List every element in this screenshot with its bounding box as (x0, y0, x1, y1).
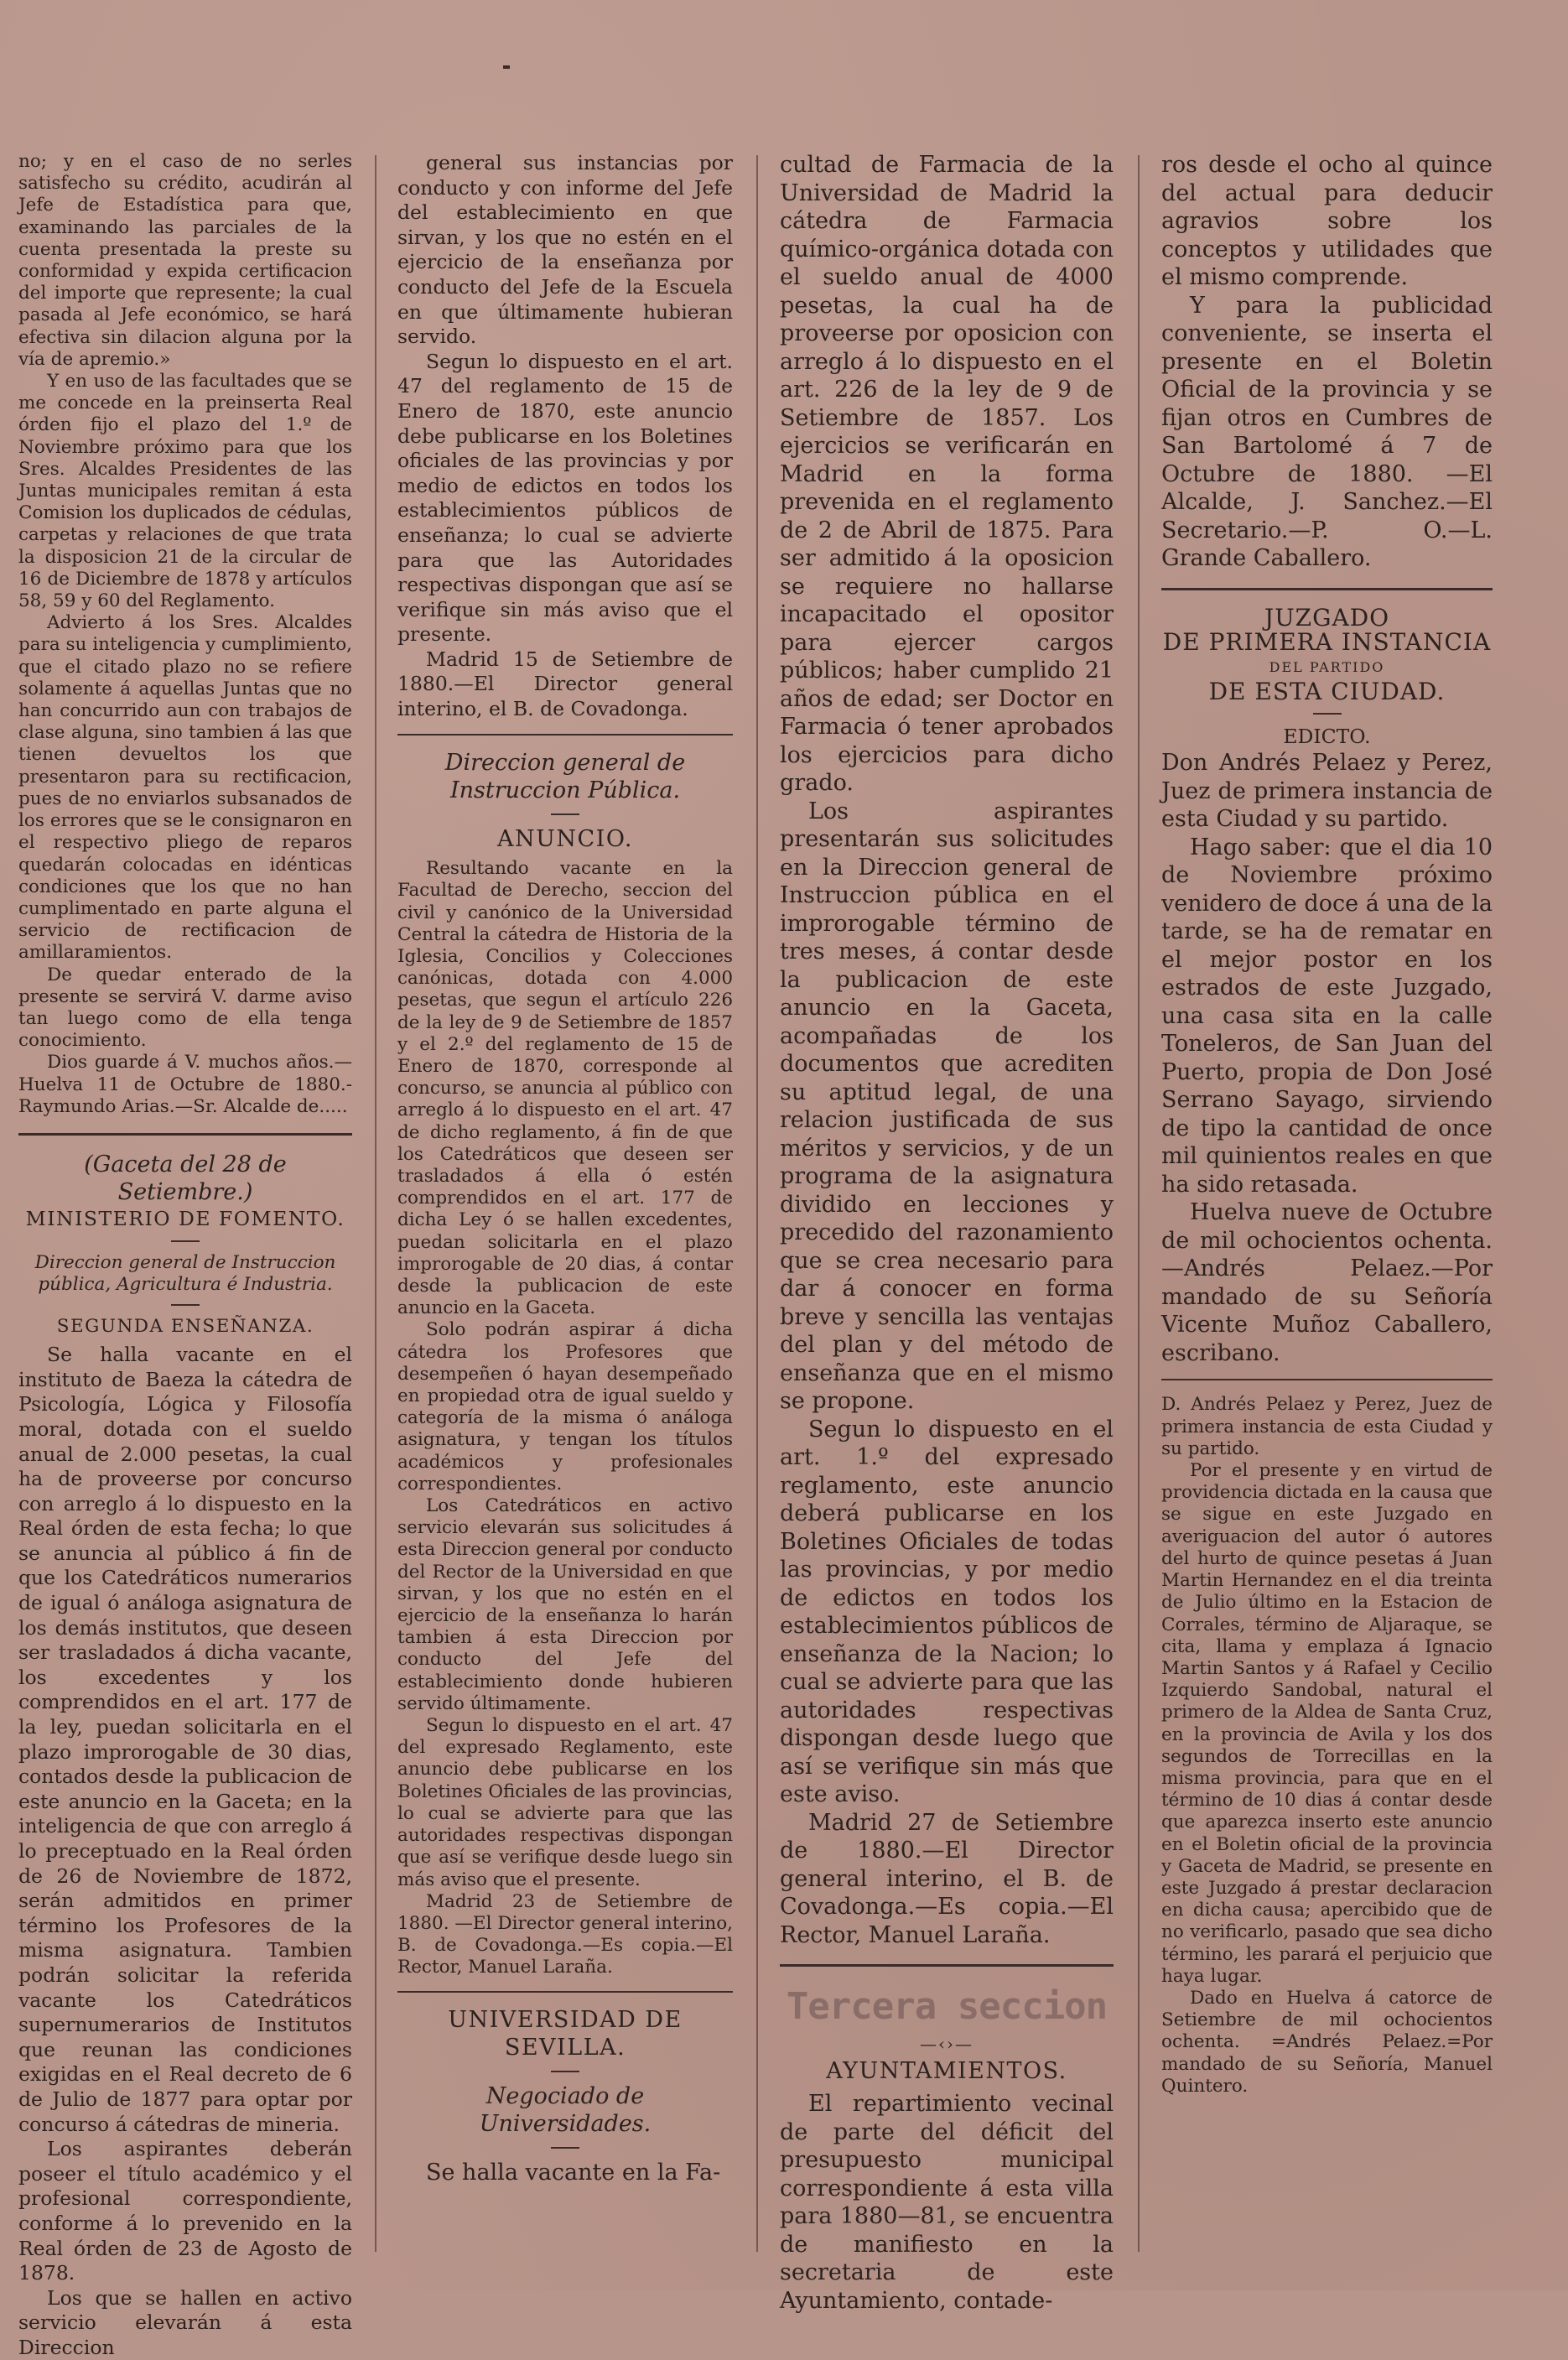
paragraph: general sus instancias por conducto y con informe del Jefe del establecimiento en que sirvan, y los que no estén en el ejercicio de la enseñanza por conducto del Jefe de la Escuela en que últimamente hubieran servido. (397, 151, 733, 349)
paragraph: Hago saber: que el dia 10 de Noviembre próximo venidero de doce á una de la tarde, se ha de rematar en el mejor postor en los estrados de este Juzgado, una casa sita en la calle Toneleros, de San Juan del Puerto, propia de Don José Serrano Sayago, sirviendo de tipo la cantidad de once mil quinientos reales en que ha sido retasada. (1161, 834, 1493, 1198)
paragraph: Segun lo dispuesto en el art. 47 del expresado Reglamento, este anuncio debe publicarse en los Boletines Oficiales de las provincias, lo cual se advierte para que las autoridades respectivas dispongan que así se verifique desde luego sin más aviso que el presente. (397, 1715, 733, 1890)
paragraph: Dios guarde á V. muchos años.—Huelva 11 de Octubre de 1880.-Raymundo Arias.—Sr. Alcalde de..... (18, 1052, 352, 1117)
section-rule (397, 734, 733, 736)
print-mark (503, 65, 510, 69)
notice-heading: ANUNCIO. (497, 825, 633, 852)
section-rule (780, 1964, 1114, 1967)
divider (551, 2071, 579, 2072)
edict-heading: EDICTO. (1283, 724, 1371, 748)
divider (551, 814, 579, 815)
directorate-heading: Direccion general de Instruccion pública, Agricultura é Industria. (34, 1251, 336, 1295)
paragraph: cultad de Farmacia de la Universidad de Madrid la cátedra de Farmacia químico-orgánica dotada con el sueldo anual de 4000 pesetas, la cual ha de proveerse por oposicion con arreglo á lo dispuesto en el art. 226 de la ley de 9 de Setiembre de 1857. Los ejercicios se verificarán en Madrid en la forma prevenida en el reglamento de 2 de Abril de 1875. Para ser admitido á la oposicion se requiere no hallarse incapacitado el opositor para ejercer cargos públicos; haber cumplido 21 años de edad; ser Doctor en Farmacia ó tener aprobados los ejercicios para dicho grado. (780, 152, 1114, 796)
column-rule (375, 155, 376, 2252)
section-banner: Tercera seccion (786, 1985, 1108, 2028)
gazette-heading: (Gaceta del 28 de Setiembre.) (84, 1151, 287, 1206)
court-subheading: DE PRIMERA INSTANCIA (1162, 628, 1492, 657)
divider (1313, 713, 1342, 715)
paragraph: Se halla vacante en la Fa- (426, 2159, 721, 2186)
paragraph: D. Andrés Pelaez y Perez, Juez de primera instancia de esta Ciudad y su partido. (1161, 1394, 1493, 1459)
paragraph: Advierto á los Sres. Alcaldes para su inteligencia y cumplimiento, que el citado plazo no se refiere solamente á aquellas Juntas que no han concurrido aun con trabajos de clase alguna, sino tambien á las que tienen devueltos los que presentaron para su rectificacion, pues de no enviarlos subsanados de los errores que se le consignaron en el respectivo pliego de reparos quedarán colocadas en idénticas condiciones que los que no han cumplimentado en parte alguna el servicio de rectificacion de amillaramientos. (18, 612, 352, 964)
court-city: DE ESTA CIUDAD. (1208, 678, 1446, 706)
court-heading: JUZGADO (1264, 603, 1390, 632)
directorate-heading: Direccion general de Instruccion Pública. (444, 749, 686, 804)
ornament: —‹›— (920, 2034, 974, 2054)
paragraph: El repartimiento vecinal de parte del déficit del presupuesto municipal correspondiente á esta villa para 1880—81, se encuentra de manifiesto en la secretaria de este Ayuntamiento, contade- (780, 2091, 1114, 2314)
paragraph: Madrid 27 de Setiembre de 1880.—El Director general interino, el B. de Covadonga.—Es copia.—El Rector, Manuel Laraña. (780, 1809, 1114, 1948)
paragraph: Los aspirantes presentarán sus solicitudes en la Direccion general de Instruccion pública en el improrogable término de tres meses, á contar desde la publicacion de este anuncio en la Gaceta, acompañadas de los documentos que acrediten su aptitud legal, de una relacion justificada de sus méritos y servicios, y de un programa de la asignatura dividido en lecciones y precedido del razonamiento que se crea necesario para dar á conocer en forma breve y sencilla las ventajas del plan y del método de enseñanza que en el mismo se propone. (780, 798, 1114, 1414)
paragraph: no; y en el caso de no serles satisfecho su crédito, acudirán al Jefe de Estadística para que, examinando las parciales de la cuenta presentada la preste su conformidad y expida certificacion del importe que represente; la cual pasada al Jefe económico, se hará efectiva sin dilacion alguna por la vía de apremio.» (18, 151, 352, 370)
column-rule (756, 155, 758, 2252)
paragraph: Segun lo dispuesto en el art. 1.º del expresado reglamento, este anuncio deberá publicarse en los Boletines Oficiales de todas las provincias, y por medio de edictos en todos los establecimientos públicos de enseñanza de la Nacion; lo cual se advierte para que las autoridades respectivas dispongan desde luego que así se verifique sin más que este aviso. (780, 1416, 1114, 1807)
paragraph: Dado en Huelva á catorce de Setiembre de mil ochocientos ochenta. =Andrés Pelaez.=Por mandado de su Señoría, Manuel Quintero. (1161, 1987, 1493, 2097)
section-rule (18, 1133, 352, 1136)
paragraph: Resultando vacante en la Facultad de Derecho, seccion del civil y canónico de la Universidad Central la cátedra de Historia de la Iglesia, Concilios y Colecciones canónicas, dotada con 4.000 pesetas, que segun el artículo 226 de la ley de 9 de Setiembre de 1857 y el 2.º del reglamento de 15 de Enero de 1870, corresponde al concurso, se anuncia al público con arreglo á lo dispuesto en el art. 47 de dicho reglamento, á fin de que los Catedráticos que deseen ser trasladados á ella ó estén comprendidos en el art. 177 de dicha Ley ó se hallen excedentes, puedan solicitarla en el plazo improrogable de 20 dias, á contar desde la publicacion de este anuncio en la Gaceta. (397, 858, 733, 1319)
divider (551, 2147, 579, 2149)
column-1 (18, 151, 352, 2359)
paragraph: Y para la publicidad conveniente, se inserta el presente en el Boletin Oficial de la provincia y se fijan otros en Cumbres de San Bartolomé á 7 de Octubre de 1880. —El Alcalde, J. Sanchez.—El Secretario.—P. O.—L. Grande Caballero. (1161, 292, 1493, 571)
paragraph: Y en uso de las facultades que se me concede en la preinserta Real órden fijo el plazo del 1.º de Noviembre próximo para que los Sres. Alcaldes Presidentes de las Juntas municipales remitan á esta Comision los duplicados de cédulas, carpetas y relaciones de que trata la disposicion 21 de la circular de 16 de Diciembre de 1878 y artículos 58, 59 y 60 del Reglamento. (18, 371, 352, 612)
paragraph: Los que se hallen en activo servicio elevarán á esta Direccion (18, 2285, 352, 2359)
column-rule (1138, 155, 1140, 2252)
paragraph: Madrid 23 de Setiembre de 1880. —El Director general interino, B. de Covadonga.—Es copia.—El Rector, Manuel Laraña. (397, 1890, 733, 1978)
paragraph: Segun lo dispuesto en el art. 47 del reglamento de 15 de Enero de 1870, este anuncio debe publicarse en los Boletines oficiales de las provincias y por medio de edictos en todos los establecimientos públicos de enseñanza; lo cual se advierte para que las Autoridades respectivas dispongan que así se verifique sin más aviso que el presente. (397, 349, 733, 647)
column-4 (1161, 151, 1493, 2248)
paragraph: Por el presente y en virtud de providencia dictada en la causa que se sigue en este Juzgado en averiguacion del autor ó autores del hurto de quince pesetas á Juan Martin Hernandez en el dia treinta de Julio último en la Estacion de Corrales, término de Aljaraque, se cita, llama y emplaza á Ignacio Martin Santos y á Rafael y Cecilio Izquierdo Sandobal, natural el primero de la Aldea de Santa Cruz, en la provincia de Avila y los dos segundos de Torrecillas en la misma provincia, para que en el término de 10 dias á contar desde que aparezca inserto este anuncio en el Boletin oficial de la provincia y Gaceta de Madrid, se presente en este Juzgado á prestar declaracion en dicha causa; apercibido que de no verificarlo, pasado que sea dicho término, les parará el perjuicio que haya lugar. (1161, 1460, 1493, 1987)
paragraph: ros desde el ocho al quince del actual para deducir agravios sobre los conceptos y utilidades que el mismo comprende. (1161, 152, 1493, 290)
section-rule (1161, 588, 1493, 590)
department-heading: Negociado de Universidades. (479, 2082, 652, 2138)
section-heading: SEGUNDA ENSEÑANZA. (56, 1315, 314, 1337)
paragraph: Los Catedráticos en activo servicio elevarán sus solicitudes á esta Direccion general por conducto del Rector de la Universidad en que sirvan, y los que no estén en el ejercicio de la enseñanza lo harán tambien á esta Direccion por conducto del Jefe del establecimiento donde hubieren servido últimamente. (397, 1495, 733, 1714)
paragraph: Madrid 15 de Setiembre de 1880.—El Director general interino, el B. de Covadonga. (397, 647, 733, 721)
section-rule (397, 1991, 733, 1993)
paragraph: De quedar enterado de la presente se servirá V. darme aviso tan luego como de ella tenga conocimiento. (18, 964, 352, 1052)
paragraph: Se halla vacante en el instituto de Baeza la cátedra de Psicología, Lógica y Filosofía moral, dotada con el sueldo anual de 2.000 pesetas, la cual ha de proveerse por concurso con arreglo á lo dispuesto en la Real órden de esta fecha; lo que se anuncia al público á fin de que los Catedráticos numerarios de igual ó análoga asignatura de los demás institutos, que deseen ser trasladados á dicha vacante, los excedentes y los comprendidos en el art. 177 de la ley, puedan solicitarla en el plazo improrogable de 30 dias, contados desde la publicacion de este anuncio en la Gaceta; en la inteligencia de que con arreglo á lo preceptuado en la Real órden de 26 de Noviembre de 1872, serán admitidos en primer término los Profesores de la misma asignatura. Tambien podrán solicitar la referida vacante los Catedráticos supernumerarios de Institutos que reunan las condiciones exigidas en el Real decreto de 6 de Julio de 1877 para optar por concurso á cátedras de mineria. (18, 1343, 352, 2136)
paragraph: Los aspirantes deberán poseer el título académico y el profesional correspondiente, conforme á lo prevenido en la Real órden de 23 de Agosto de 1878. (18, 2137, 352, 2285)
university-heading: UNIVERSIDAD DE SEVILLA. (448, 2006, 683, 2061)
column-2 (397, 151, 733, 2248)
ministry-heading: MINISTERIO DE FOMENTO. (25, 1206, 345, 1230)
divider (171, 1240, 200, 1242)
paragraph: Huelva nueve de Octubre de mil ochocientos ochenta. —Andrés Pelaez.—Por mandado de su Señoría Vicente Muñoz Caballero, escribano. (1161, 1199, 1493, 1366)
paragraph: Don Andrés Pelaez y Perez, Juez de primera instancia de esta Ciudad y su partido. (1161, 750, 1493, 833)
section-heading: AYUNTAMIENTOS. (826, 2057, 1067, 2084)
paragraph: Solo podrán aspirar á dicha cátedra los Profesores que desempeñen ó hayan desempeñado en propiedad otra de igual sueldo y categoría de la misma ó análoga asignatura, y tengan los títulos académicos y profesionales correspondientes. (397, 1319, 733, 1494)
section-rule (1161, 1379, 1493, 1380)
divider (171, 1304, 200, 1306)
court-district: DEL PARTIDO (1269, 658, 1385, 675)
column-3 (780, 151, 1114, 2314)
